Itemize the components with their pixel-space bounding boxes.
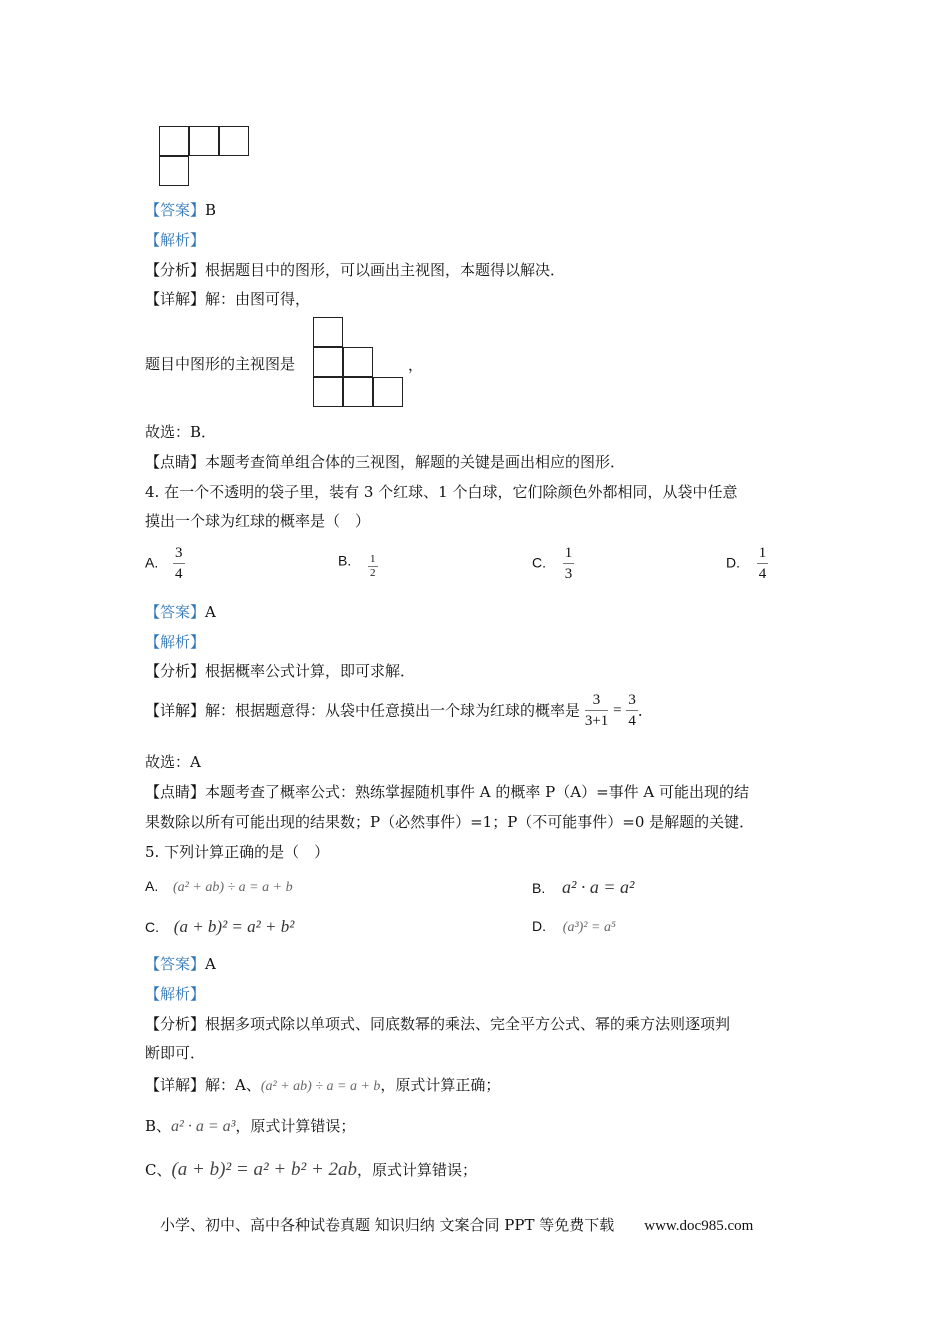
- option-label: C.: [145, 919, 159, 935]
- fenxi-text: 根据多项式除以单项式、同底数幂的乘法、完全平方公式、幂的乘方法则逐项判: [205, 1015, 731, 1033]
- xiangjie-label: 【详解】: [145, 701, 206, 720]
- q4-analysis-label: 【解析】: [145, 633, 206, 651]
- fraction: [626, 690, 638, 731]
- answer-value: A: [205, 603, 216, 621]
- dianjing-label: 【点睛】: [145, 453, 206, 471]
- q4-guxuan: 故选：A: [145, 753, 201, 771]
- dianjing-text: 本题考查简单组合体的三视图，解题的关键是画出相应的图形．: [205, 453, 626, 471]
- option-label: D.: [726, 554, 740, 571]
- footer-url[interactable]: www.doc985.com: [644, 1218, 754, 1234]
- q3-answer: [145, 200, 216, 220]
- grid-cell: [343, 377, 373, 407]
- q5-option-d: [532, 917, 616, 936]
- denominator: 3+1: [584, 713, 609, 729]
- fenxi-label: 【分析】: [145, 1015, 206, 1033]
- q3-view-comma: ，: [408, 356, 424, 374]
- denominator: 4: [758, 566, 767, 582]
- dianjing-label: 【点睛】: [145, 783, 206, 801]
- option-label: A.: [145, 878, 159, 894]
- period: ．: [637, 701, 653, 720]
- grid-cell: [219, 126, 249, 156]
- numerator: 3: [592, 692, 601, 708]
- q5-option-c: [145, 917, 294, 937]
- numerator: 1: [564, 545, 573, 561]
- option-label: B.: [338, 552, 352, 569]
- q5-xiangjie-b: [145, 1116, 355, 1137]
- q5-xiangjie-c: [145, 1160, 477, 1180]
- fraction: [173, 543, 185, 584]
- item-prefix: 解：A、: [205, 1076, 261, 1094]
- answer-label: 【答案】: [145, 955, 206, 973]
- q5-fenxi-line1: [145, 1014, 730, 1034]
- fenxi-label: 【分析】: [145, 261, 206, 279]
- denominator: 4: [175, 566, 183, 582]
- option-label: B.: [532, 880, 546, 896]
- grid-cell: [313, 317, 343, 347]
- xiangjie-label: 【详解】: [145, 1076, 206, 1094]
- item-suffix: ，原式计算错误；: [357, 1161, 478, 1179]
- q4-option-d: [726, 543, 768, 584]
- q5-option-b: [532, 877, 634, 898]
- math-expression: (a + b)² = a² + b² + 2ab: [171, 1159, 358, 1180]
- q3-view-text: 题目中图形的主视图是: [145, 355, 296, 373]
- fenxi-text: 根据概率公式计算，即可求解．: [205, 662, 416, 680]
- q3-fenxi: [145, 260, 565, 280]
- q4-stem-line1: 4. 在一个不透明的袋子里，装有 3 个红球、1 个白球，它们除颜色外都相同，从袋中任意: [145, 483, 738, 501]
- q5-analysis-label: 【解析】: [145, 985, 206, 1003]
- q5-xiangjie-a: [145, 1075, 500, 1097]
- q3-analysis-label: 【解析】: [145, 231, 206, 249]
- xiangjie-label: 【详解】: [145, 290, 206, 308]
- q3-guxuan: 故选：B．: [145, 423, 217, 441]
- math-expression: (a² + ab) ÷ a = a + b: [260, 1079, 381, 1094]
- q4-option-c: [532, 543, 574, 584]
- q4-fenxi: [145, 661, 415, 681]
- option-label: C.: [532, 554, 546, 571]
- grid-cell: [373, 377, 403, 407]
- denominator: 4: [628, 713, 636, 729]
- q5-stem: 5. 下列计算正确的是（ ）: [145, 843, 330, 861]
- denominator: 3: [564, 566, 573, 582]
- q3-dianjing: [145, 452, 625, 472]
- item-suffix: ，原式计算错误；: [235, 1117, 356, 1135]
- xiangjie-text: 解：由图可得，: [205, 290, 311, 308]
- xiangjie-text: 解：根据题意得：从袋中任意摸出一个球为红球的概率是: [205, 701, 581, 720]
- q3-xiangjie: [145, 289, 310, 309]
- q4-answer: [145, 602, 216, 622]
- fraction: [585, 690, 608, 731]
- math-expression: (a + b)² = a² + b²: [173, 917, 295, 936]
- grid-cell: [343, 347, 373, 377]
- item-prefix: C、: [145, 1161, 172, 1179]
- answer-label: 【答案】: [145, 201, 206, 219]
- q5-fenxi-line2: 断即可．: [145, 1044, 206, 1062]
- grid-cell: [313, 347, 343, 377]
- q4-option-a: [145, 543, 185, 584]
- math-expression: a² · a = a³: [171, 1118, 236, 1135]
- fraction: [368, 553, 378, 580]
- option-label: A.: [145, 554, 159, 571]
- fenxi-text: 根据题目中的图形，可以画出主视图，本题得以解决．: [205, 261, 566, 279]
- option-label: D.: [532, 918, 546, 934]
- fraction: [757, 543, 769, 584]
- answer-value: B: [205, 201, 217, 219]
- numerator: 1: [370, 553, 376, 565]
- item-prefix: B、: [145, 1117, 172, 1135]
- footer-text: 小学、初中、高中各种试卷真题 知识归纳 文案合同 PPT 等免费下载: [160, 1216, 615, 1234]
- grid-cell: [189, 126, 219, 156]
- q4-dianjing-line2: 果数除以所有可能出现的结果数；P（必然事件）=1；P（不可能事件）=0 是解题的关键．: [145, 813, 755, 831]
- page-footer: [160, 1214, 753, 1235]
- numerator: 1: [758, 545, 767, 561]
- fraction: [563, 543, 575, 584]
- numerator: 3: [175, 545, 183, 561]
- denominator: 2: [370, 567, 376, 579]
- q4-xiangjie: [145, 690, 653, 731]
- answer-label: 【答案】: [145, 603, 206, 621]
- grid-cell: [313, 377, 343, 407]
- answer-value: A: [205, 955, 216, 973]
- q5-answer: [145, 954, 216, 974]
- q4-stem-line2: 摸出一个球为红球的概率是（ ）: [145, 512, 371, 530]
- dianjing-text: 本题考查了概率公式：熟练掌握随机事件 A 的概率 P（A）=事件 A 可能出现的结: [205, 783, 750, 801]
- fenxi-label: 【分析】: [145, 662, 206, 680]
- math-expression: a² · a = a²: [562, 877, 635, 897]
- numerator: 3: [628, 692, 636, 708]
- item-suffix: ，原式计算正确；: [380, 1076, 501, 1094]
- q5-option-a: [145, 877, 293, 896]
- q4-dianjing-line1: [145, 782, 749, 802]
- equals: =: [613, 702, 622, 719]
- math-expression: (a² + ab) ÷ a = a + b: [173, 880, 293, 895]
- math-expression: (a³)² = a⁵: [562, 920, 616, 935]
- grid-cell: [159, 126, 189, 156]
- grid-cell: [159, 156, 189, 186]
- q4-option-b: [338, 543, 378, 580]
